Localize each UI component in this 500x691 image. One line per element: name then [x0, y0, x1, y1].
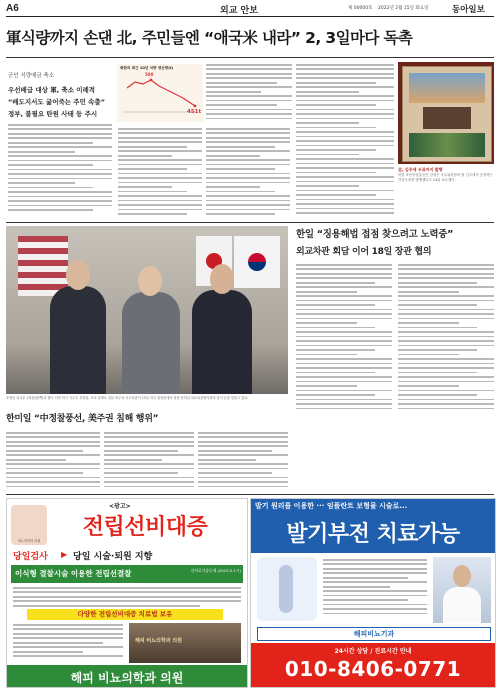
ad-right-title-box	[251, 513, 495, 553]
ad-left-footer	[7, 665, 247, 687]
doctor-head	[453, 565, 471, 587]
section-name: 외교 안보	[220, 6, 258, 16]
ad-left-gwang: <광고>	[109, 503, 131, 510]
stamp-bottom-image	[409, 133, 485, 157]
ad-left-photo-sign: 해피 비뇨의학과 의원	[135, 638, 182, 644]
ad-left-treatments	[13, 624, 123, 662]
ad-left-body	[13, 587, 241, 607]
ad-left-sub-a: 당일검사	[13, 552, 48, 562]
stamp-caption: 북한 조선중앙통신은 김정은 국무위원장과 딸 김주애가 등장하는 기념우표를 발행했다고 14일 보도했다.	[398, 173, 493, 182]
person-left-head	[66, 260, 90, 290]
side-body-col-1	[6, 432, 100, 490]
ad-left-banner	[11, 565, 243, 583]
person-left	[50, 286, 106, 394]
ad-left-banner-text: 이식형 결찰시술 이용한 전립선결찰	[15, 569, 132, 578]
stamp-sheet	[402, 66, 492, 162]
headline-rule	[6, 57, 494, 58]
ad-right-tagline: 발기 원리를 이용한 ··· 임플란트 보형물 시술로...	[255, 502, 408, 510]
lead-body-col-3	[206, 128, 290, 216]
section-rule-2	[6, 494, 494, 495]
diplomacy-headline: 한일 “징용해법 접점 찾으려고 노력중”	[296, 229, 454, 240]
ad-left-title: 전립선비대증	[82, 515, 208, 540]
ad-right-device-icon	[279, 565, 293, 613]
ad-left-graphic	[11, 505, 47, 545]
chart-title: 북한의 최근 10년 식량 생산량(t)	[120, 66, 174, 70]
diplomacy-photo	[6, 226, 288, 394]
side-headline: 한미일 “中정찰풍선, 美주권 침해 행위”	[6, 414, 159, 424]
chart-point	[194, 105, 197, 108]
issue-number: 제 00000호	[348, 6, 373, 11]
ad-left-arrow: ▶	[61, 550, 68, 559]
issue-date: 2022년 2월 15일 화요일	[378, 6, 429, 11]
ad-right-body	[323, 559, 427, 621]
person-right-head	[210, 264, 234, 294]
lead-kicker: 군인 식량예금 축소	[8, 73, 55, 79]
lead-headline: 軍식량까지 손댄 北, 주민들엔 “애국米 내라” 2, 3일마다 독촉	[6, 29, 413, 47]
ad-right-hours: 24시간 상담 / 진료시간 안내	[334, 648, 412, 655]
us-flag	[18, 236, 68, 296]
ad-right-title: 발기부전 치료가능	[286, 522, 460, 547]
subhead-2: “배도지서도 굶어죽는 주민 속출”	[8, 98, 105, 106]
header-rule	[6, 16, 494, 17]
ad-left-clinic-name: 해피 비뇨의학과 의원	[70, 671, 184, 685]
lead-body-col-2	[118, 128, 202, 216]
ad-right-hospital: 해피비뇨기과	[353, 630, 395, 638]
chart-series-line	[127, 80, 195, 106]
chart-peak-label: 500	[145, 72, 154, 77]
lead-body-col-5	[296, 64, 394, 216]
ad-right-graphic	[257, 557, 317, 621]
ad-left-sub-b: 당일 시술·퇴원 지향	[73, 552, 153, 562]
lead-body-col-1	[8, 124, 112, 214]
lead-body-col-4	[206, 64, 292, 124]
chart-end-label: 451t	[187, 109, 202, 115]
ad-left-badge: 비뇨의학과 의원	[17, 539, 41, 543]
stamp-caption-title: 北, 김주애 우표까지 발행	[398, 167, 443, 172]
stamp-portrait	[423, 107, 471, 129]
korea-flag	[234, 236, 280, 288]
subhead-1: 우선배급 대상 軍, 축소 이례적	[8, 86, 96, 94]
section-rule-1	[6, 222, 494, 223]
ad-right-doctor-photo	[433, 557, 491, 623]
ad-right-hospital-box	[257, 627, 491, 641]
ad-right-topbar	[251, 499, 495, 513]
side-body-col-3	[198, 432, 288, 490]
person-center	[122, 292, 180, 394]
stamp-photo	[398, 62, 494, 164]
food-production-chart	[117, 64, 203, 122]
diplomacy-photo-caption: 조현동 외교부 1차관(왼쪽)과 웬디 셔먼 미국 국무부 부장관, 모리 다케오 일본 외무성 사무차관이 13일 미국 워싱턴에서 열린 한미일 외교차관협의회에 앞서 손을 맞잡고 있다.	[6, 396, 249, 400]
paper-logo: 동아일보	[452, 5, 485, 15]
diplomacy-body-col-1	[296, 264, 392, 414]
diplomacy-body-col-2	[398, 264, 494, 414]
ad-right-phone[interactable]: 010-8406-0771	[284, 657, 462, 681]
ad-ed-treatment	[250, 498, 496, 688]
lead-subheads	[8, 84, 113, 120]
page-header	[0, 0, 500, 20]
korea-flag-emblem	[248, 253, 266, 271]
stamp-top-image	[409, 73, 485, 103]
chart-point	[150, 79, 153, 82]
ad-right-footer	[251, 643, 495, 687]
subhead-3: 정부, 불필요 탄원 사태 등 주시	[8, 110, 98, 118]
person-center-head	[138, 266, 162, 296]
page-number: A6	[6, 3, 19, 14]
doctor-coat	[443, 587, 481, 623]
ad-left-section-head: 다양한 전립선비대증 치료법 보유	[27, 609, 223, 620]
side-body-col-2	[104, 432, 194, 490]
ad-left-photo	[129, 623, 241, 663]
diplomacy-subheadline: 외교차관 회담 이어 18일 장관 협의	[296, 247, 432, 257]
ad-prostate	[6, 498, 248, 688]
ad-left-banner-note: 신의료기술등재 (2015.5.1시)	[190, 568, 241, 573]
person-right	[192, 290, 252, 394]
